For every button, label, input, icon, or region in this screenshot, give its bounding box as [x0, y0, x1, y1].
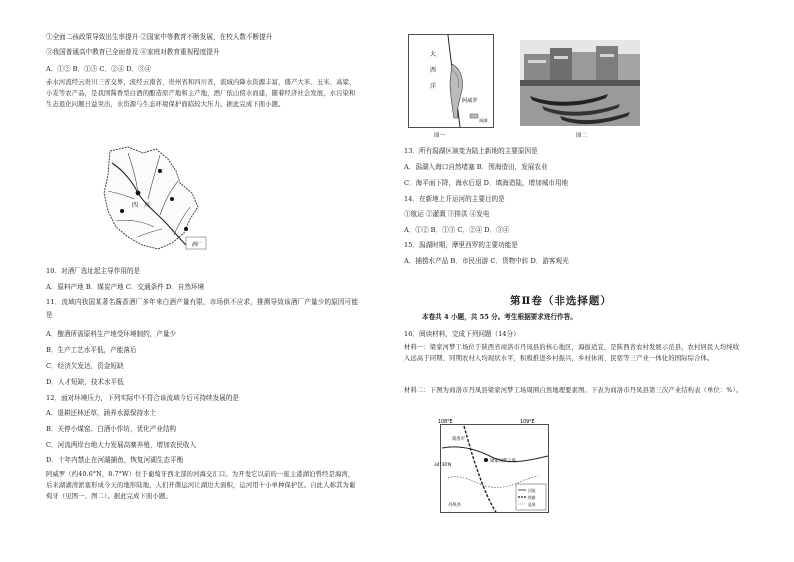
quay — [520, 80, 640, 86]
legend-swatch — [470, 114, 478, 118]
basin-boundary — [104, 147, 198, 249]
distillery-marker — [120, 209, 124, 213]
section-note: 本卷共 4 小题，共 55 分。考生根据要求进行作答。 — [422, 313, 577, 321]
q13-line-1: A．潟湖入海口自然堵塞 B．围海造田，发展农业 — [404, 163, 548, 171]
material-1: 材料一：梁家河梦工场位于陕西省商洛市丹凤县的核心地区，海拔适宜，是陕西省农村发展示范县，农村居民人均纯收入远高于同期、同期农村人均现状水平，积极推进乡村振兴，乡村休闲、民宿等三产业一体化的国际综合体。 — [404, 344, 740, 362]
location-map — [434, 418, 550, 514]
place-label-aveiro: 阿威罗 — [462, 98, 478, 104]
longitude-label-1: 108°E — [438, 420, 453, 425]
q12: 12．面对环境压力，下列实际中不符合该流域今后可持续发展的是 — [46, 394, 240, 402]
latitude-label: 34°30′N — [434, 463, 452, 468]
q10-choices: A．原料产地 B．煤炭产地 C．交通条件 D．自然环境 — [46, 283, 205, 291]
building — [596, 46, 618, 82]
passage-aveiro: 阿威罗（约40.6°N，8.7°W）位于葡萄牙西北部的河海交汇口。为开发它以前的一座主港湖泊曾经是海湾，后来湖湖湾淤塞形成今天的地形陆地，人们开凿运河让湖边大面积，运河用十小单种保护区。自此人称其为葡萄牙（见图一、图二）。据此完成下面小题。 — [46, 471, 356, 500]
distillery-marker — [170, 197, 174, 201]
q11-option-c: C．经济欠发达，资金短缺 — [46, 362, 124, 370]
q14-options: ①航运 ②灌溉 ③排洪 ④发电 — [404, 210, 490, 218]
sea-label-1: 大 — [430, 51, 437, 58]
q11-option-b: B．生产工艺水平低，产能落后 — [46, 346, 137, 354]
legend-boundary-label: 县界 — [528, 502, 536, 507]
q12-option-d: D．十年内禁止在河湖捕鱼，恢复河湖生态平衡 — [46, 456, 184, 464]
q13: 13．所有潟湖区演变为陆上新地的主要原因是 — [404, 147, 538, 155]
q12-option-c: C．河流两岸台地大力发展高寨养殖，增加农民收入 — [46, 441, 197, 449]
figure2-caption: 图二 — [576, 133, 588, 139]
q11-option-d: D．人才短缺，技术水平低 — [46, 378, 124, 386]
q9-choices: A．①② B．①③ C．②④ D．③④ — [46, 65, 152, 73]
figure1-aveiro-map — [408, 34, 494, 128]
distillery-marker — [136, 191, 141, 196]
dream-works-label: 梁家河梦工场 — [490, 459, 516, 464]
q11-option-a: A．酿酒所需原料生产地受环境制约，产量少 — [46, 330, 177, 338]
distillery-marker — [184, 227, 188, 231]
q15: 15．潟湖时期，摩里西罗的主要功能是 — [404, 241, 518, 249]
material-2: 材料二：下图为商洛市丹凤县梁家河梦工场周围自然地理要素图。下表为商洛市丹凤县第三次产业结构表（单位：%）。 — [404, 387, 743, 394]
options-line-1: ①全面二孩政策导致出生率提升 ②国家中等教育不断发展，在校人数不断提升 — [46, 33, 273, 41]
map-label-chuan: 川 — [144, 202, 151, 209]
q14: 14．在新地上开运河的主要目的是 — [404, 195, 505, 203]
q12-option-b: B．关停小煤窑、白酒小作坊，优化产业结构 — [46, 425, 177, 433]
legend-railway-label: 铁路 — [528, 495, 536, 500]
q14-choices: A．①② B．①③ C．②④ D．③④ — [404, 226, 510, 234]
map-label-distillery: 酒厂 — [192, 242, 203, 248]
dream-works-marker — [484, 458, 488, 462]
building — [618, 54, 640, 82]
river-basin-map — [98, 141, 208, 256]
building-windows — [600, 54, 614, 57]
building — [572, 52, 596, 82]
q15-choices: A．捕捞水产品 B．市民出游 C．货物中转 D．游客观光 — [404, 257, 569, 265]
city-label-danfeng: 丹凤县 — [448, 503, 461, 508]
q16: 16．阅读材料，完成下列问题（14分） — [404, 330, 520, 338]
building-windows — [554, 56, 568, 59]
options-line-2: ③我国普通高中教育已全面普及 ④家庭对教育重视程度提升 — [46, 48, 220, 56]
section-title: 第Ⅱ卷（非选择题） — [510, 295, 612, 307]
figure1-caption: 图一 — [434, 133, 446, 139]
longitude-label-2: 109°E — [520, 420, 535, 425]
figure2-canal-photo — [520, 40, 640, 126]
building — [550, 48, 572, 82]
passage-chishui-river: 赤水河流经云贵川三省交界，流经云南省、贵州省和四川省，流域内降水资源丰富，盛产大米、玉米、高粱、小麦等农产品，是我国酱香型白酒的酿造原产地和主产地，酒厂依山傍水而建，随着经济社会发展，水污染和生态退化问题日益突出，水资源与生态环境保护面临较大压力。据此完成下面小题。 — [46, 79, 356, 108]
q10: 10．对酒厂选址起主导作用的是 — [46, 267, 141, 275]
q11: 11．流域内我国某著名酱香酒厂多年来白酒产量有限，市场供不应求，推测导致该酒厂产量少的原因可能是 — [46, 298, 359, 319]
building — [524, 54, 550, 82]
q13-line-2: C．海平面下降，海水后退 D．填海造陆，增加城市用地 — [404, 179, 569, 187]
building-windows — [528, 60, 546, 63]
map-label-si: 四 — [132, 202, 139, 209]
legend-river-label: 河流 — [528, 488, 536, 493]
city-label-shangluo: 商洛市 — [452, 437, 465, 442]
q12-option-a: A．退耕还林还草，涵养水源保持水土 — [46, 409, 157, 417]
distillery-marker — [158, 169, 162, 173]
legend-label: 潟湖 — [479, 118, 488, 123]
sea-label-3: 洋 — [430, 83, 437, 90]
sea-label-2: 西 — [430, 67, 437, 74]
